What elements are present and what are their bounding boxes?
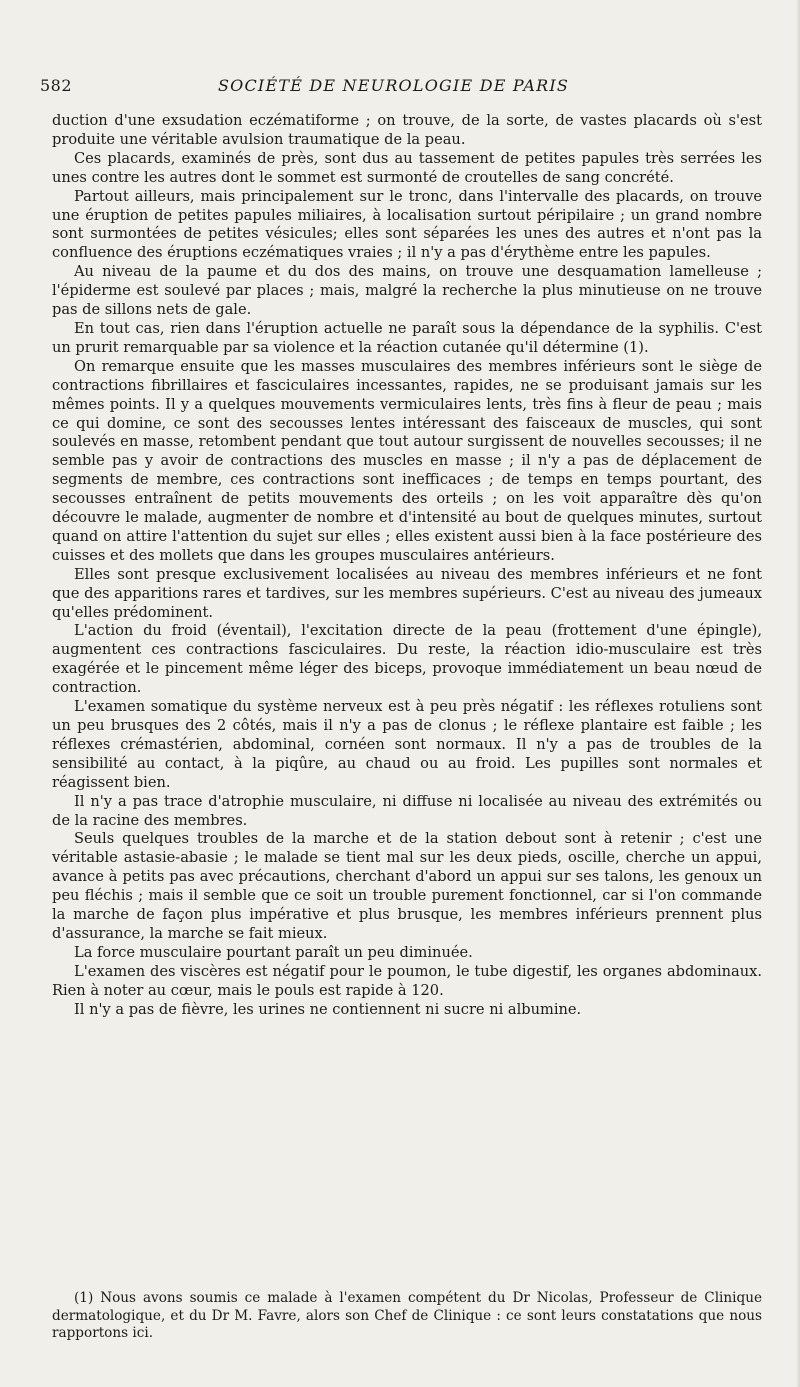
footnote-text: (1) Nous avons soumis ce malade à l'examen compétent du Dr Nicolas, Professeur de Clinique dermatologique, et du Dr M. Favre, alors son Chef de Clinique : ce sont leurs constatations que nous rapportons ici. (52, 1290, 762, 1341)
paragraph: Seuls quelques troubles de la marche et de la station debout sont à retenir ; c'est une véritable astasie-abasie ; le malade se tient mal sur les deux pieds, oscille, cherche un appui, avance à petits pas avec précautions, cherchant d'abord un appui sur ses talons, les genoux un peu fléchis ; mais il semble que ce soit un trouble purement fonctionnel, car si l'on commande la marche de façon plus impérative et plus brusque, les membres inférieurs prennent plus d'assurance, la marche se fait mieux. (52, 830, 762, 942)
paragraph: L'examen des viscères est négatif pour le poumon, le tube digestif, les organes abdominaux. Rien à noter au cœur, mais le pouls est rapide à 120. (52, 962, 762, 999)
paragraph: La force musculaire pourtant paraît un peu diminuée. (74, 943, 473, 961)
paragraph: Il n'y a pas trace d'atrophie musculaire, ni diffuse ni localisée au niveau des extrémités ou de la racine des membres. (52, 792, 762, 829)
page-number: 582 (40, 76, 73, 95)
paragraph: Au niveau de la paume et du dos des mains, on trouve une desquamation lamelleuse ; l'épiderme est soulevé par places ; mais, malgré la recherche la plus minutieuse on ne trouve pas de sillons nets de gale. (52, 263, 762, 319)
footnote (52, 1290, 762, 1343)
running-title: SOCIÉTÉ DE NEUROLOGIE DE PARIS (218, 76, 570, 95)
paragraph: Elles sont presque exclusivement localisées au niveau des membres inférieurs et ne font que des apparitions rares et tardives, sur les membres supérieurs. C'est au niveau des jumeaux qu'elles prédominent. (52, 565, 762, 621)
article-body (52, 112, 762, 1020)
paragraph: En tout cas, rien dans l'éruption actuelle ne paraît sous la dépendance de la syphilis. C'est un prurit remarquable par sa violence et la réaction cutanée qu'il détermine (1). (52, 319, 762, 356)
paragraph: On remarque ensuite que les masses musculaires des membres inférieurs sont le siège de contractions fibrillaires et fasciculaires incessantes, rapides, ne se produisant jamais sur les mêmes points. Il y a quelques mouvements vermiculaires lents, très fins à fleur de peau ; mais ce qui domine, ce sont des secousses lentes intéressant des faisceaux de muscles, qui sont soulevés en masse, retombent pendant que tout autour surgissent de nouvelles secousses; il ne semble pas y avoir de contractions des muscles en masse ; il n'y a pas de déplacement de segments de membre, ces contractions sont inefficaces ; de temps en temps pourtant, des secousses entraînent de petits mouvements des orteils ; on les voit apparaître dès qu'on découvre le malade, augmenter de nombre et d'intensité au bout de quelques minutes, surtout quand on attire l'attention du sujet sur elles ; elles existent aussi bien à la face postérieure des cuisses et des mollets que dans les groupes musculaires antérieurs. (52, 357, 762, 564)
scan-edge-shadow (796, 0, 800, 1387)
paragraph: Il n'y a pas de fièvre, les urines ne contiennent ni sucre ni albumine. (74, 1000, 582, 1018)
paragraph: L'examen somatique du système nerveux est à peu près négatif : les réflexes rotuliens sont un peu brusques des 2 côtés, mais il n'y a pas de clonus ; le réflexe plantaire est faible ; les réflexes crémastérien, abdominal, cornéen sont normaux. Il n'y a pas de troubles de la sensibilité au contact, à la piqûre, au chaud ou au froid. Les pupilles sont normales et réagissent bien. (52, 698, 762, 791)
paragraph: Partout ailleurs, mais principalement sur le tronc, dans l'intervalle des placards, on trouve une éruption de petites papules miliaires, à localisation surtout péripilaire ; un grand nombre sont surmontées de petites vésicules; elles sont séparées les unes des autres et n'ont pas la confluence des éruptions eczématiques vraies ; il n'y a pas d'érythème entre les papules. (52, 187, 762, 262)
paragraph: duction d'une exsudation eczématiforme ; on trouve, de la sorte, de vastes placards où s'est produite une véritable avulsion traumatique de la peau. (52, 112, 762, 148)
paragraph: Ces placards, examinés de près, sont dus au tassement de petites papules très serrées les unes contre les autres dont le sommet est surmonté de croutelles de sang concrété. (52, 149, 762, 186)
paragraph: L'action du froid (éventail), l'excitation directe de la peau (frottement d'une épingle), augmentent ces contractions fasciculaires. Du reste, la réaction idio-musculaire est très exagérée et le pincement même léger des biceps, provoque immédiatement un beau nœud de contraction. (52, 622, 762, 697)
running-header (40, 76, 760, 100)
